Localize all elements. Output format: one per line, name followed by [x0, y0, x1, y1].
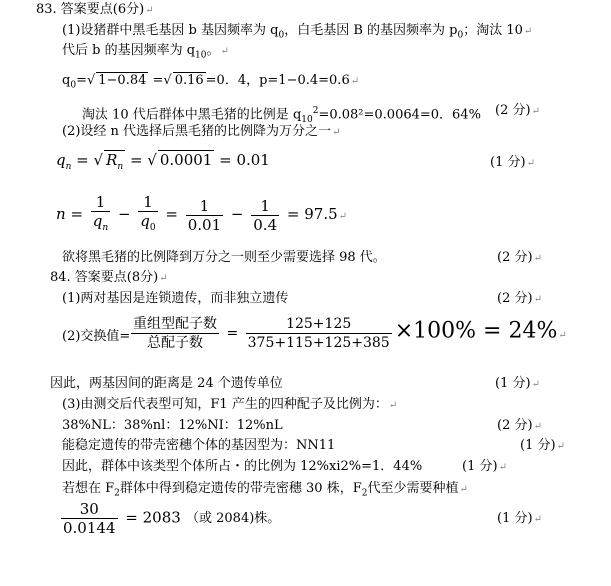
q84-line6: 能稳定遗传的带壳密穗个体的基因型为：NN11: [62, 438, 336, 453]
q83-line3: 淘汰 10 代后群体中黑毛猪的比例是 $q_{10}^2=0.08^2=0.0064=0$．64%: [82, 106, 481, 125]
q84-final-tail: （或 2084)株。: [186, 511, 281, 526]
q84-line7-score: (1 分)↵: [462, 459, 507, 474]
q83-eq2: $q_n$ = √ $R_n$ = √ 0.0001 = 0.01: [56, 151, 270, 172]
q84-line5-score: (2 分)↵: [497, 418, 542, 433]
q84-final-score: (1 分)↵: [497, 511, 542, 526]
q84-line5: 38%NL：38%nl：12%NI：12%nL: [62, 418, 283, 433]
q84-line4: (3)由测交后代表型可知，F1 产生的四种配子及比例为：↵: [62, 397, 398, 412]
q83-line4: (2)设经 n 代选择后黑毛猪的比例降为万分之一↵: [62, 124, 341, 139]
q83-eq1: $q_0=√$ 1−0.84 =√ 0.16 =0．4，p=1−0.4=0.6↵: [62, 73, 360, 91]
q84-header: 84. 答案要点(8分)↵: [50, 270, 168, 285]
q83-line1: (1)设猪群中黑毛基因 b 基因频率为 $q_0$，白毛基因 B 的基因频率为 $p_0$；淘汰 10↵: [62, 23, 533, 41]
q84-line1: (1)两对基因是连锁遗传，而非独立遗传: [62, 291, 289, 306]
q84-line2-label: (2)交换值=: [62, 329, 131, 344]
q83-line5: 欲将黑毛猪的比例降到万分之一则至少需要选择 98 代。: [62, 250, 386, 265]
q83-eq3: n = $\frac{1}{q_n}$ − $\frac{1}{q_0}$ = $\frac{1}{0.01}$ − $\frac{1}{0.4}$ = 97.5↵: [56, 193, 348, 234]
q84-final-eq: $\frac{30}{0.0144}$ = 2083: [63, 500, 181, 537]
q83-eq2-score: (1 分)↵: [490, 155, 535, 170]
q83-line2: 代后 b 的基因频率为 $q_{10}$。↵: [62, 43, 229, 61]
q83-header: 83. 答案要点(6分)↵: [36, 2, 154, 17]
q84-line2-formula: $\frac{\text{重组型配子数}}{\text{总配子数}}$ = $\frac{125+125}{375+115+125+385}$ ×100% = 24%↵: [133, 316, 567, 351]
q84-line8: 若想在 $F_2$群体中得到稳定遗传的带壳密穗 30 株，$F_2$代至少需要种植↵: [62, 481, 468, 499]
q84-line1-score: (2 分)↵: [497, 291, 542, 306]
q84-line3-score: (1 分)↵: [495, 376, 540, 391]
q84-line3: 因此，两基因间的距离是 24 个遗传单位: [50, 376, 283, 391]
q83-line3-score: (2 分)↵: [495, 103, 540, 118]
q84-line6-score: (1 分)↵: [520, 438, 565, 453]
q84-line7: 因此，群体中该类型个体所占・的比例为 12%xi2%=1．44%: [62, 459, 423, 474]
q83-line5-score: (2 分)↵: [497, 250, 542, 265]
